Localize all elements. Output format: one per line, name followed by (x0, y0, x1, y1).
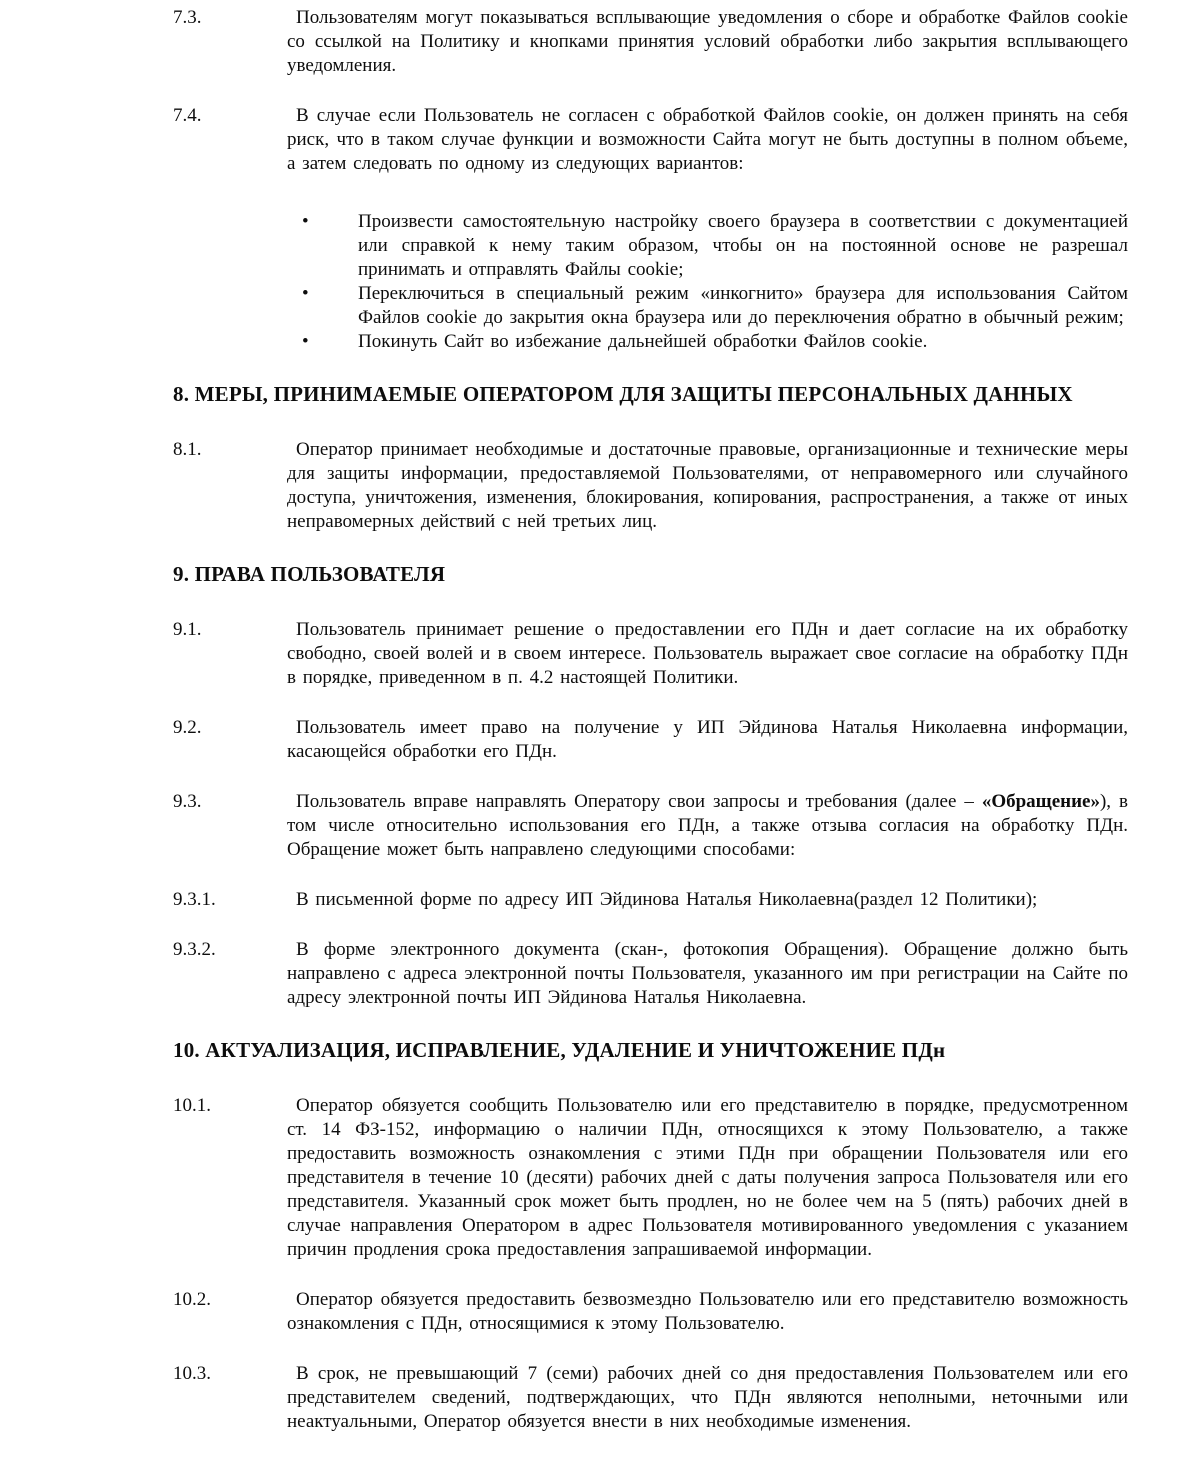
section-8-heading: 8. МЕРЫ, ПРИНИМАЕМЫЕ ОПЕРАТОРОМ ДЛЯ ЗАЩИТЫ ПЕРСОНАЛЬНЫХ ДАННЫХ (173, 382, 1073, 406)
item-number: 9.1. (173, 619, 202, 640)
policy-item-10-3 (173, 1362, 1128, 1434)
section-10-heading: 10. АКТУАЛИЗАЦИЯ, ИСПРАВЛЕНИЕ, УДАЛЕНИЕ И УНИЧТОЖЕНИЕ ПДн (173, 1038, 946, 1062)
policy-item-10-2 (173, 1288, 1128, 1336)
item-text-part: Пользователь вправе направлять Оператору свои запросы и требования (далее – (296, 791, 982, 812)
item-text: Пользователь имеет право на получение у ИП Эйдинова Наталья Николаевна информации, касающейся обработки его ПДн. (287, 717, 1128, 762)
bullet-dot-icon: • (302, 283, 309, 304)
bullet-dot-icon: • (302, 211, 309, 232)
item-number: 9.3.2. (173, 939, 216, 960)
policy-item-9-1 (173, 618, 1128, 690)
item-text: Оператор обязуется предоставить безвозмездно Пользователю или его представителю возможность ознакомления с ПДн, относящимися к этому Пользователю. (287, 1289, 1128, 1334)
policy-item-9-2 (173, 716, 1128, 764)
item-text: Пользователь принимает решение о предоставлении его ПДн и дает согласие на их обработку свободно, своей волей и в своем интересе. Пользователь выражает свое согласие на обработку ПДн в порядке, приведенном в п. 4.2 настоящей Политики. (287, 619, 1128, 688)
policy-item-7-4 (173, 104, 1128, 176)
item-number: 10.2. (173, 1289, 211, 1310)
bullet-text: Произвести самостоятельную настройку своего браузера в соответствии с документацией или справкой к нему таким образом, чтобы он на постоянной основе не разрешал принимать и отправлять Файлы cookie; (358, 211, 1128, 280)
item-number: 8.1. (173, 439, 202, 460)
bullet-dot-icon: • (302, 331, 309, 352)
item-text: Пользователям могут показываться всплывающие уведомления о сборе и обработке Файлов cookie со ссылкой на Политику и кнопками принятия условий обработки либо закрытия всплывающего уведомления. (287, 7, 1128, 76)
bullet-text: Покинуть Сайт во избежание дальнейшей обработки Файлов cookie. (358, 331, 928, 352)
policy-item-9-3-2 (173, 938, 1128, 1010)
item-text: В случае если Пользователь не согласен с обработкой Файлов cookie, он должен принять на себя риск, что в таком случае функции и возможности Сайта могут не быть доступны в полном объеме, а затем следовать по одному из следующих вариантов: (287, 105, 1128, 174)
bullet-list (302, 210, 1128, 354)
item-number: 9.3.1. (173, 889, 216, 910)
bullet-item (302, 330, 1128, 354)
policy-item-9-3 (173, 790, 1128, 862)
item-text-part: ), в том числе относительно использования его ПДн, а также отзыва согласия на обработку ПДн. Обращение может быть направлено следующими способами: (287, 791, 1128, 860)
item-number: 10.1. (173, 1095, 211, 1116)
item-number: 10.3. (173, 1363, 211, 1384)
policy-item-8-1 (173, 438, 1128, 534)
bullet-text: Переключиться в специальный режим «инкогнито» браузера для использования Сайтом Файлов cookie до закрытия окна браузера или до переключения обратно в обычный режим; (358, 283, 1128, 328)
item-text: В форме электронного документа (скан-, фотокопия Обращения). Обращение должно быть направлено с адреса электронной почты Пользователя, указанного им при регистрации на Сайте по адресу электронной почты ИП Эйдинова Наталья Николаевна. (287, 939, 1128, 1008)
item-number: 9.3. (173, 791, 202, 812)
section-9-heading: 9. ПРАВА ПОЛЬЗОВАТЕЛЯ (173, 562, 446, 586)
item-number: 7.4. (173, 105, 202, 126)
item-number: 7.3. (173, 7, 202, 28)
policy-item-10-1 (173, 1094, 1128, 1262)
item-text: В срок, не превышающий 7 (семи) рабочих дней со дня предоставления Пользователем или его представителем сведений, подтверждающих, что ПДн являются неполными, неточными или неактуальными, Оператор обязуется внести в них необходимые изменения. (287, 1363, 1128, 1432)
defined-term: «Обращение» (981, 791, 1100, 812)
item-text: Оператор принимает необходимые и достаточные правовые, организационные и технические меры для защиты информации, предоставляемой Пользователями, от неправомерного или случайного доступа, уничтожения, изменения, блокирования, копирования, распространения, а также от иных неправомерных действий с ней третьих лиц. (287, 439, 1128, 532)
policy-item-7-3 (173, 6, 1128, 78)
item-text (287, 790, 1128, 862)
item-text: В письменной форме по адресу ИП Эйдинова Наталья Николаевна(раздел 12 Политики); (296, 889, 1038, 910)
item-text: Оператор обязуется сообщить Пользователю или его представителю в порядке, предусмотренном ст. 14 ФЗ-152, информацию о наличии ПДн, относящихся к этому Пользователю, а также предоставить возможность ознакомления с этими ПДн при обращении Пользователя или его представителя в течение 10 (десяти) рабочих дней с даты получения запроса Пользователя или его представителя. Указанный срок может быть продлен, но не более чем на 5 (пять) рабочих дней в случае направления Оператором в адрес Пользователя мотивированного уведомления с указанием причин продления срока предоставления запрашиваемой информации. (287, 1095, 1128, 1260)
bullet-item (302, 282, 1128, 330)
bullet-item (302, 210, 1128, 282)
policy-item-9-3-1 (173, 888, 1128, 912)
item-number: 9.2. (173, 717, 202, 738)
